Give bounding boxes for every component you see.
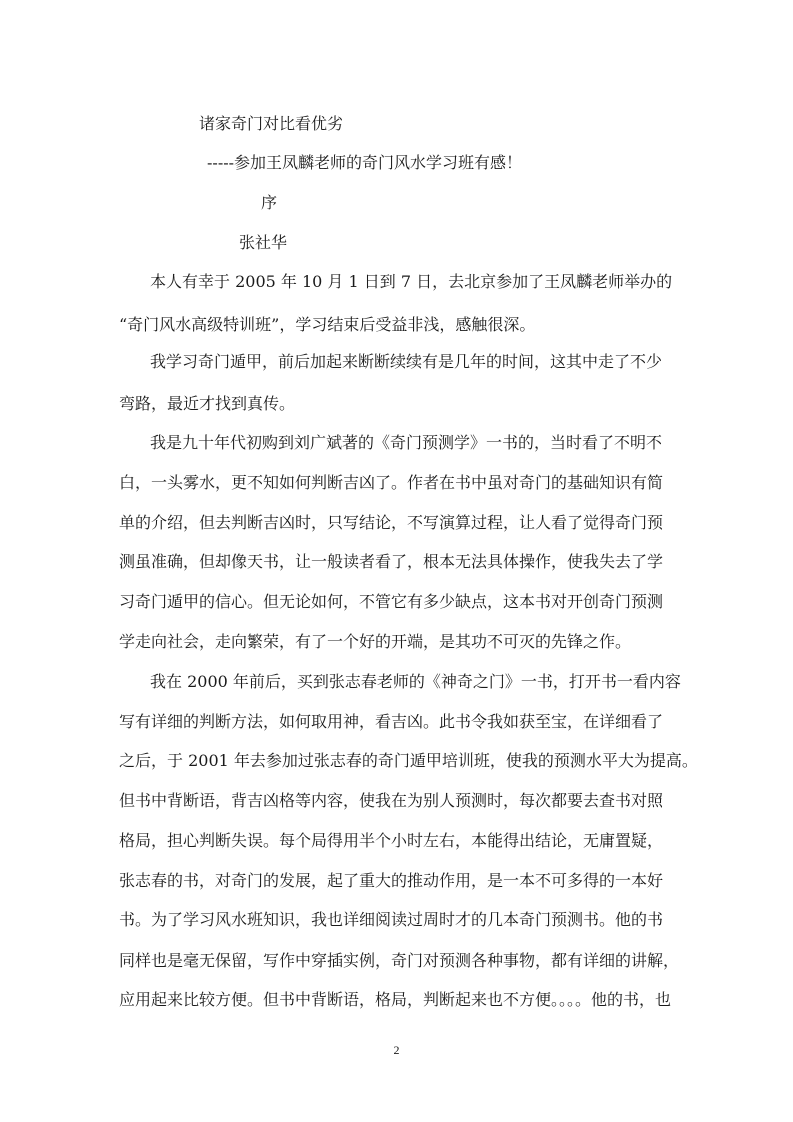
paragraph-4-line-8: 同样也是毫无保留，写作中穿插实例，奇门对预测各种事物，都有详细的讲解， bbox=[119, 951, 680, 970]
document-title: 诸家奇门对比看优劣 bbox=[199, 114, 344, 133]
paragraph-4-line-3: 之后，于 2001 年去参加过张志春的奇门遁甲培训班，使我的预测水平大为提高。 bbox=[119, 751, 698, 770]
paragraph-1-line-2: “奇门风水高级特训班”，学习结束后受益非浅，感触很深。 bbox=[119, 315, 536, 334]
author-name: 张社华 bbox=[239, 233, 288, 252]
paragraph-3-line-5: 习奇门遁甲的信心。但无论如何，不管它有多少缺点，这本书对开创奇门预测 bbox=[119, 592, 664, 611]
paragraph-4-line-9: 应用起来比较方便。但书中背断语，格局，判断起来也不方便。。。。他的书，也 bbox=[119, 990, 672, 1009]
page-number: 2 bbox=[393, 1043, 400, 1057]
section-heading: 序 bbox=[261, 193, 278, 212]
paragraph-4-line-6: 张志春的书，对奇门的发展，起了重大的推动作用，是一本不可多得的一本好 bbox=[119, 871, 664, 890]
paragraph-1-line-1: 本人有幸于 2005 年 10 月 1 日到 7 日，去北京参加了王凤麟老师举办的 bbox=[150, 272, 673, 291]
paragraph-4-line-4: 但书中背断语，背吉凶格等内容，使我在为别人预测时，每次都要去查书对照 bbox=[119, 791, 664, 810]
paragraph-3-line-3: 单的介绍，但去判断吉凶时，只写结论，不写演算过程，让人看了觉得奇门预 bbox=[119, 513, 664, 532]
paragraph-3-line-6: 学走向社会，走向繁荣，有了一个好的开端，是其功不可灭的先锋之作。 bbox=[119, 632, 632, 651]
paragraph-2-line-1: 我学习奇门遁甲，前后加起来断断续续有是几年的时间，这其中走了不少 bbox=[150, 352, 663, 371]
paragraph-4-line-5: 格局，担心判断失误。每个局得用半个小时左右，本能得出结论，无庸置疑， bbox=[119, 831, 664, 850]
paragraph-4-line-7: 书。为了学习风水班知识，我也详细阅读过周时才的几本奇门预测书。他的书 bbox=[119, 910, 664, 929]
paragraph-4-line-1: 我在 2000 年前后，买到张志春老师的《神奇之门》一书，打开书一看内容 bbox=[150, 672, 681, 691]
document-subtitle: -----参加王凤麟老师的奇门风水学习班有感！ bbox=[207, 153, 523, 172]
paragraph-3-line-1: 我是九十年代初购到刘广斌著的《奇门预测学》一书的，当时看了不明不 bbox=[150, 433, 663, 452]
paragraph-3-line-2: 白，一头雾水，更不知如何判断吉凶了。作者在书中虽对奇门的基础知识有简 bbox=[119, 473, 664, 492]
paragraph-4-line-2: 写有详细的判断方法，如何取用神，看吉凶。此书令我如获至宝，在详细看了 bbox=[119, 712, 664, 731]
paragraph-2-line-2: 弯路，最近才找到真传。 bbox=[119, 394, 296, 413]
paragraph-3-line-4: 测虽准确，但却像天书，让一般读者看了，根本无法具体操作，使我失去了学 bbox=[119, 552, 664, 571]
